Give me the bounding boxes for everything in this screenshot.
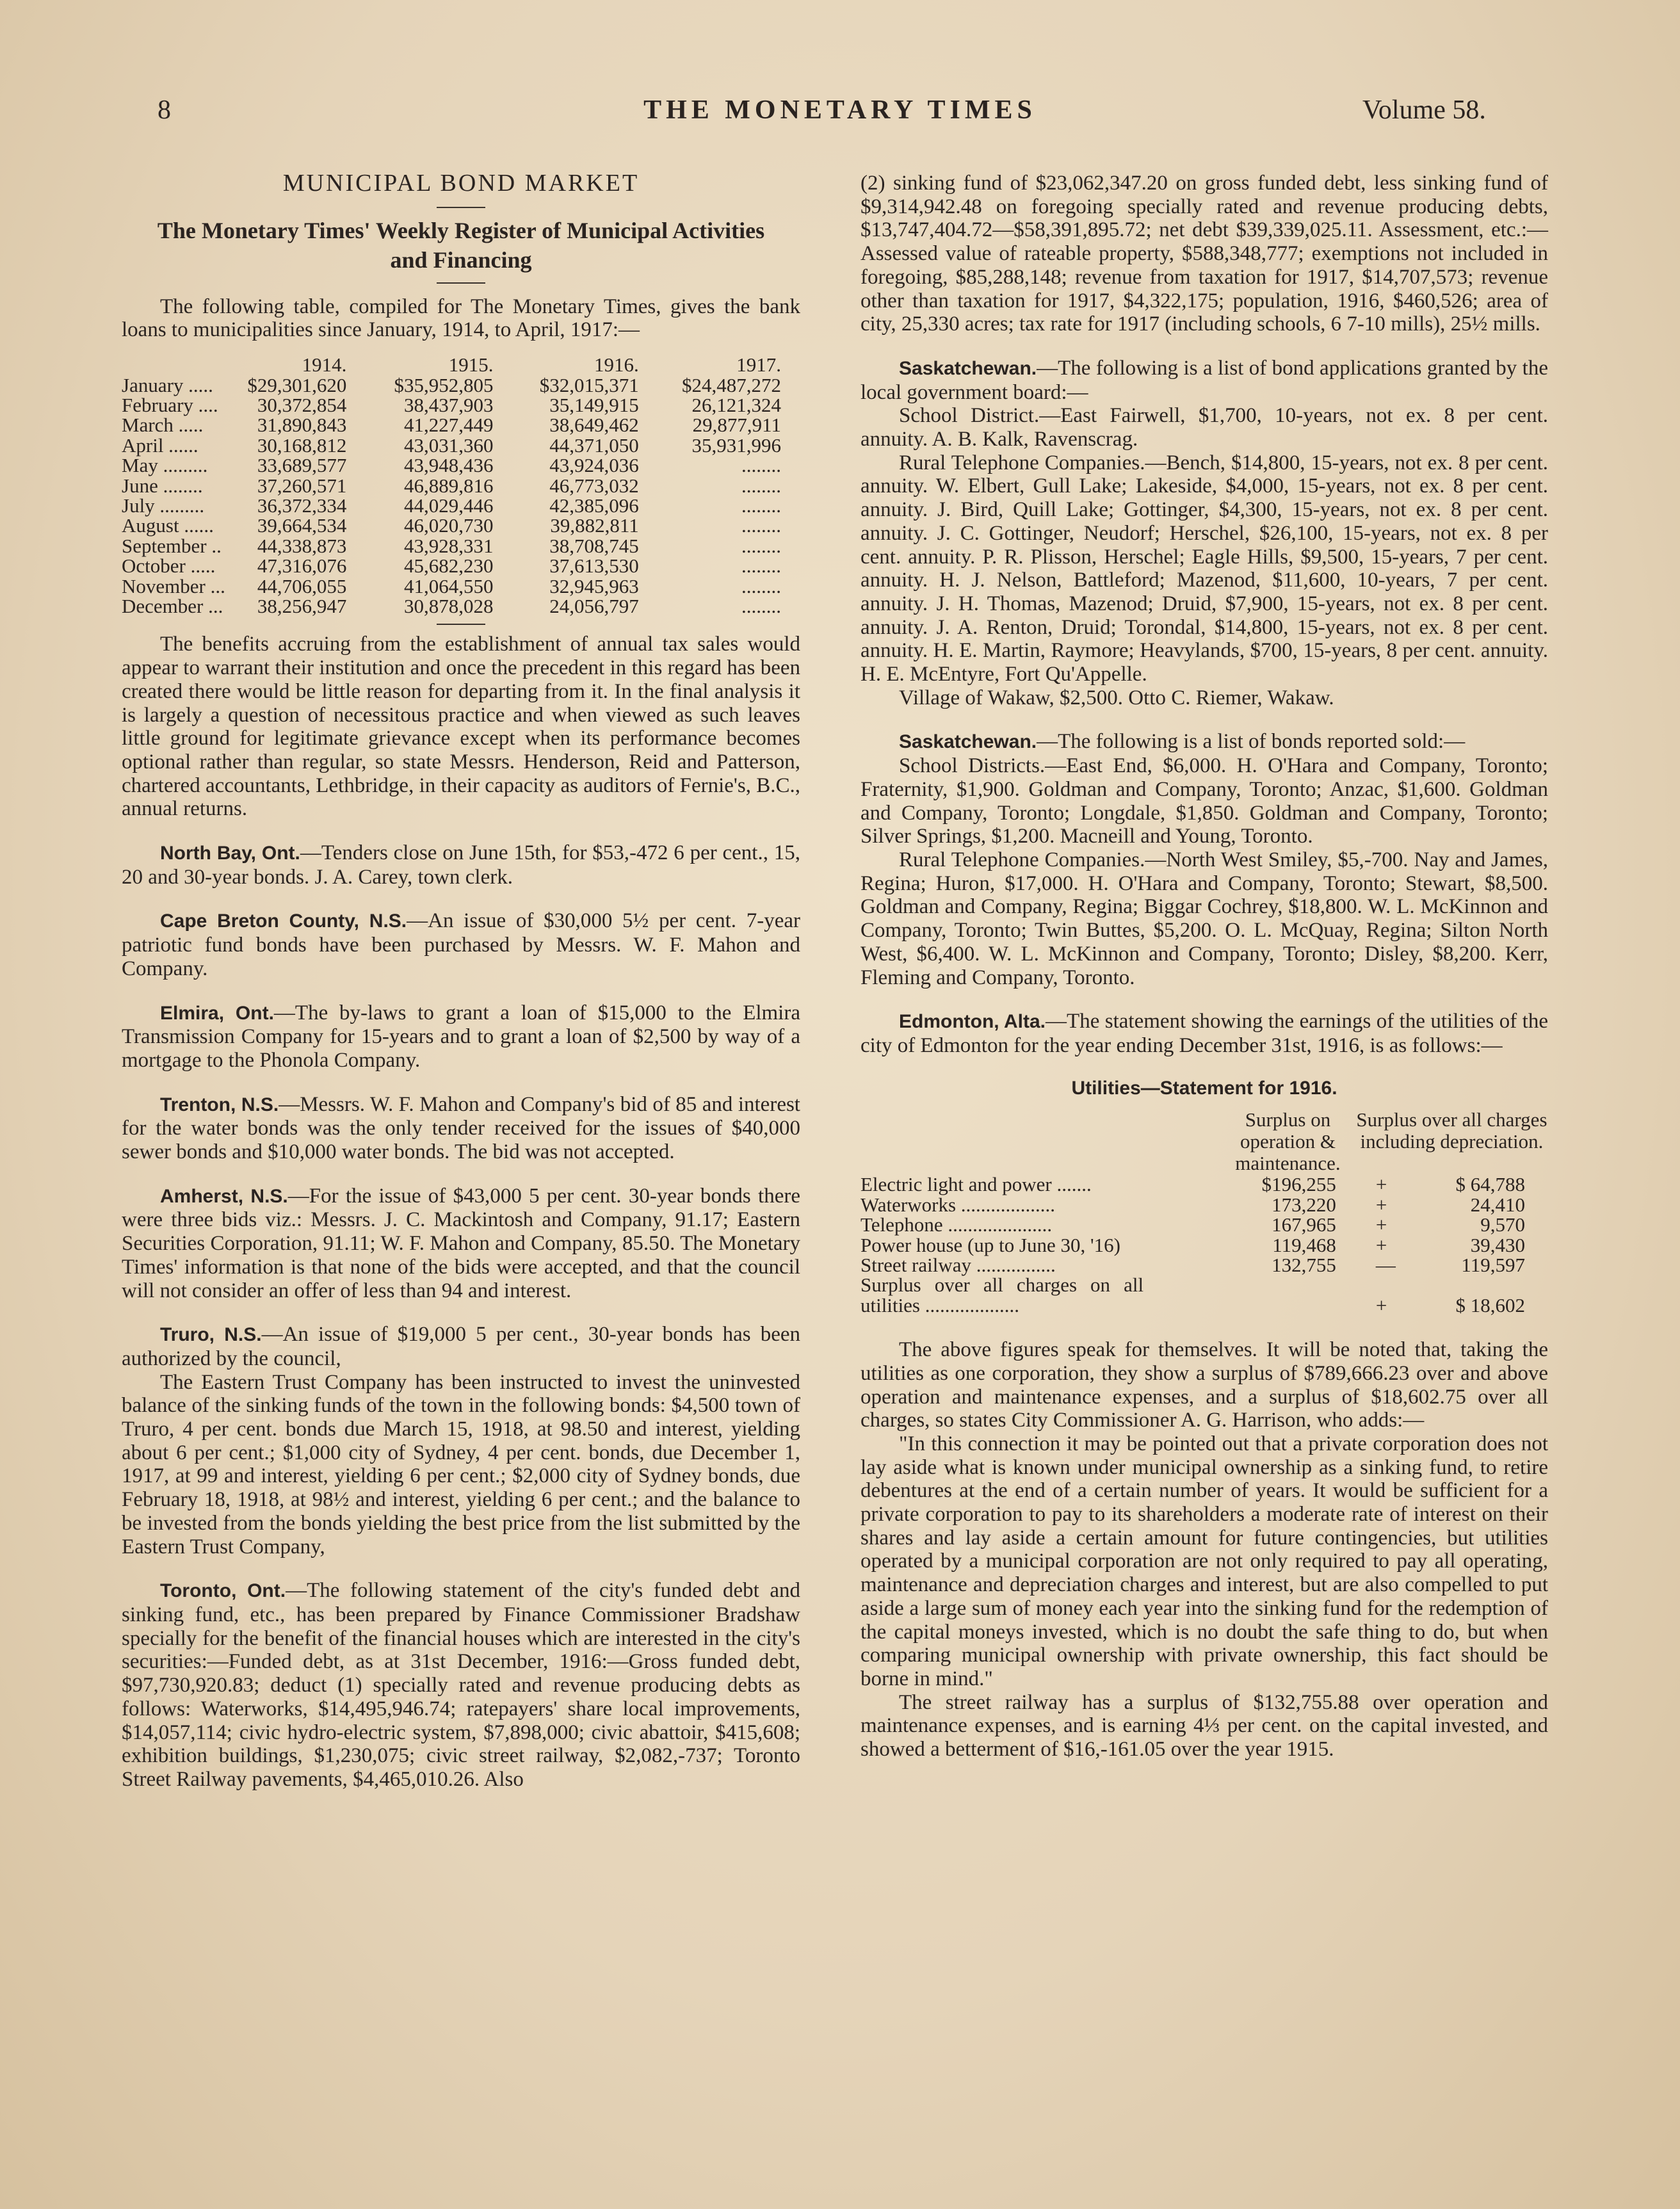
table-row (860, 1275, 1548, 1315)
value-cell: ........ (741, 494, 781, 517)
school-district-paragraph: School District.—East Fairwell, $1,700, 10-years, not ex. 8 per cent. annuity. A. B. Kalk, Ravenscrag. (860, 404, 1548, 451)
month-cell: December ... (122, 594, 223, 617)
year-header: 1917. (736, 353, 781, 376)
utility-name: Power house (up to June 30, '16) (860, 1233, 1120, 1256)
value-cell: 39,664,534 (257, 514, 347, 537)
value-cell: 39,882,811 (550, 514, 639, 537)
utility-name: Waterworks ................... (860, 1193, 1056, 1216)
value-cell: ........ (741, 594, 781, 617)
sign: + (1375, 1173, 1387, 1196)
surplus-operation-value: 119,468 (1272, 1233, 1336, 1256)
table-row (860, 1195, 1548, 1215)
month-cell: April ...... (122, 433, 198, 457)
value-cell: $24,487,272 (682, 373, 781, 396)
year-header: 1915. (448, 353, 494, 376)
item-text: —An issue of $19,000 5 per cent., 30-year bonds has been authorized by the council, (122, 1323, 800, 1370)
value-cell: 41,227,449 (403, 414, 494, 437)
value-cell: 44,371,050 (549, 433, 639, 457)
table-row (860, 1215, 1548, 1234)
value-cell: 29,877,911 (692, 414, 781, 437)
table-header-row (860, 1109, 1548, 1174)
surplus-operation-value (1220, 1275, 1355, 1315)
value-cell: 36,372,334 (257, 494, 347, 517)
table-row (122, 476, 800, 496)
surplus-all-charges-value: $ 64,788 (1455, 1173, 1525, 1196)
school-districts-sold-paragraph: School Districts.—East End, $6,000. H. O'Hara and Company, Toronto; Fraternity, $1,900. Goldman and Company, Toronto; Anzac, $1,600. Goldman and Company, Toronto; Longdale, $1,850. Goldman and Company, Toronto; Silver Springs, $1,200. Macneill and Young, Toronto. (860, 754, 1548, 848)
sign: — (1375, 1253, 1396, 1276)
value-cell: $35,952,805 (394, 373, 494, 396)
value-cell: 35,931,996 (691, 433, 781, 457)
value-cell: 30,878,028 (403, 594, 494, 617)
item-text: —An issue of $30,000 5½ per cent. 7-year patriotic fund bonds have been purchased by Messrs. W. F. Mahon and Company. (122, 909, 800, 980)
sign: + (1375, 1293, 1387, 1316)
month-cell: July ......... (122, 494, 205, 517)
utility-name: Street railway ................ (860, 1253, 1056, 1276)
surplus-all-charges-value: $ 18,602 (1455, 1293, 1525, 1316)
table-row (122, 375, 800, 395)
value-cell: 30,372,854 (257, 393, 347, 416)
item-heading: Saskatchewan. (899, 357, 1037, 379)
value-cell: $32,015,371 (539, 373, 639, 396)
month-cell: February .... (122, 393, 218, 416)
value-cell: 38,708,745 (549, 534, 639, 557)
right-column (860, 172, 1548, 1761)
value-cell: 42,385,096 (549, 494, 639, 517)
table-row (122, 576, 800, 596)
table-row (122, 596, 800, 616)
table-row (860, 1174, 1548, 1194)
month-cell: August ...... (122, 514, 214, 537)
street-railway-paragraph: The street railway has a surplus of $132,755.88 over operation and maintenance expenses, and is earning 4⅓ per cent. on the capital invested, and showed a betterment of $16,-161.05 over the year 1915. (860, 1690, 1548, 1761)
month-cell: November ... (122, 574, 225, 597)
surplus-all-charges-value: 9,570 (1480, 1213, 1525, 1236)
item-text: —The following statement of the city's funded debt and sinking fund, etc., has been prepared by Finance Commissioner Bradshaw specially for the benefit of the financial houses which are interested in the city's securities:—Funded debt, as at 31st December, 1916:—Gross funded debt, $97,730,920.83; deduct (1) specially rated and revenue producing debts as follows: Waterworks, $14,495,946.74; ratepayers' share local improvements, $14,057,114; civic hydro-electric system, $7,898,000; civic abattoir, $415,608; exhibition buildings, $1,230,075; civic street railway, $2,082,-737; Toronto Street Railway pavements, $4,465,010.26. Also (122, 1579, 800, 1791)
utility-name: Surplus over all charges on all utilities ................... (860, 1274, 1144, 1316)
value-cell: 31,890,843 (257, 414, 347, 437)
value-cell: 37,613,530 (549, 554, 639, 578)
year-header: 1914. (302, 353, 347, 376)
figures-paragraph: The above figures speak for themselves. It will be noted that, taking the utilities as one corporation, they show a surplus of $789,666.23 over and above operation and maintenance expenses, and a surplus of $18,602.75 over all charges, so states City Commissioner A. G. Harrison, who adds:— (860, 1338, 1548, 1432)
value-cell: 26,121,324 (691, 393, 781, 416)
table-row (122, 556, 800, 576)
intro-paragraph: The following table, compiled for The Monetary Times, gives the bank loans to municipalities since January, 1914, to April, 1917:— (122, 295, 800, 342)
volume-label: Volume 58. (1362, 95, 1486, 125)
value-cell: $29,301,620 (247, 373, 347, 396)
surplus-all-charges-value: 119,597 (1461, 1253, 1525, 1276)
item-heading: Cape Breton County, N.S. (160, 910, 407, 932)
month-cell: January ..... (122, 373, 213, 396)
item-heading: Amherst, N.S. (160, 1185, 288, 1207)
value-cell: ........ (741, 574, 781, 597)
value-cell: ........ (741, 474, 781, 497)
saskatchewan-sold-paragraph (860, 730, 1548, 754)
value-cell: 38,256,947 (257, 594, 347, 617)
table-row (122, 515, 800, 535)
table-row (122, 455, 800, 475)
year-header: 1916. (594, 353, 639, 376)
news-item (122, 1093, 800, 1164)
news-item (122, 841, 800, 889)
item-text: —The following is a list of bond applications granted by the local government board:— (860, 356, 1548, 404)
utilities-table (860, 1109, 1548, 1315)
item-text: —Messrs. W. F. Mahon and Company's bid of 85 and interest for the water bonds was the only tender received for the issues of $40,000 sewer bonds and $10,000 water bonds. The bid was not accepted. (122, 1092, 800, 1164)
table-row (122, 435, 800, 455)
surplus-operation-header: Surplus on operation & maintenance. (1235, 1108, 1341, 1175)
quote-paragraph: "In this connection it may be pointed out that a private corporation does not lay aside what is known under municipal ownership as a sinking fund, to retire debentures at the end of a certain number of years. It would be sufficient for a private corporation to pay to its shareholders a moderate rate of interest on their shares and lay aside a certain amount for future contingencies, but utilities operated by a municipal corporation are not only required to pay all operating, maintenance and depreciation charges and interest, but are also compelled to put aside a large sum of money each year into the sinking fund for the redemption of the capital moneys invested, which is no doubt the safe thing to do, but when comparing municipal ownership with private ownership, this fact should be borne in mind." (860, 1432, 1548, 1690)
item-heading: Elmira, Ont. (160, 1002, 274, 1024)
table-row (122, 536, 800, 556)
table-row (860, 1255, 1548, 1275)
value-cell: 38,649,462 (549, 414, 639, 437)
item-text: —For the issue of $43,000 5 per cent. 30-year bonds there were three bids viz.: Messrs. J. C. Mackintosh and Company, 91.17; Eastern Securities Corporation, 91.11; W. F. Mahon and Company, 85.50. The Monetary Times' information is that none of the bids were accepted, and that the council will not consider an offer of less than 94 and interest. (122, 1184, 801, 1302)
value-cell: 37,260,571 (257, 474, 347, 497)
divider (437, 624, 485, 625)
value-cell: 43,924,036 (549, 454, 639, 477)
value-cell: 45,682,230 (403, 554, 494, 578)
surplus-all-charges-value: 39,430 (1470, 1233, 1525, 1256)
value-cell: 44,338,873 (257, 534, 347, 557)
value-cell: 43,928,331 (403, 534, 494, 557)
value-cell: ........ (741, 534, 781, 557)
month-cell: March ..... (122, 414, 204, 437)
value-cell: 38,437,903 (403, 393, 494, 416)
news-item (122, 1001, 800, 1072)
surplus-all-charges-header: Surplus over all charges including depreciation. (1356, 1108, 1547, 1153)
value-cell: 44,029,446 (403, 494, 494, 517)
value-cell: 30,168,812 (257, 433, 347, 457)
item-heading: Trenton, N.S. (160, 1094, 279, 1115)
item-text: —The by-laws to grant a loan of $15,000 to the Elmira Transmission Company for 15-years and to grant a loan of $2,500 by way of a mortgage to the Phonola Company. (122, 1001, 800, 1072)
table-row (122, 415, 800, 435)
value-cell: 24,056,797 (549, 594, 639, 617)
value-cell: ........ (741, 514, 781, 537)
edmonton-paragraph (860, 1010, 1548, 1057)
item-heading: Edmonton, Alta. (899, 1011, 1046, 1033)
surplus-operation-value: $196,255 (1261, 1173, 1336, 1196)
page-number: 8 (158, 95, 171, 125)
article-subtitle: The Monetary Times' Weekly Register of Municipal Activities and Financing (157, 217, 765, 273)
value-cell: 46,020,730 (403, 514, 494, 537)
value-cell: 32,945,963 (549, 574, 639, 597)
value-cell: ........ (741, 554, 781, 578)
news-item (122, 1185, 800, 1303)
month-cell: May ......... (122, 454, 208, 477)
sign: + (1375, 1213, 1387, 1236)
utility-name: Telephone ..................... (860, 1213, 1053, 1236)
sign: + (1375, 1193, 1387, 1216)
table-row (122, 496, 800, 515)
month-cell: October ..... (122, 554, 216, 578)
sign: + (1375, 1233, 1387, 1256)
month-cell: June ........ (122, 474, 203, 497)
surplus-all-charges-value: 24,410 (1470, 1193, 1525, 1216)
value-cell: 35,149,915 (549, 393, 639, 416)
divider (437, 282, 485, 284)
toronto-continued-paragraph: (2) sinking fund of $23,062,347.20 on gross funded debt, less sinking fund of $9,314,942.48 on foregoing specially rated and revenue producing debts, $13,747,404.72—$58,391,895.72; net debt $39,339,025.11. Assessment, etc.:—Assessed value of rateable property, $588,348,777; exemptions not included in foregoing, $85,288,148; revenue from taxation for 1917, $14,707,573; revenue other than taxation for 1917, $4,322,175; population, 1916, $460,526; area of city, 25,330 acres; tax rate for 1917 (including schools, 6 7-10 mills), 25½ mills. (860, 172, 1548, 336)
month-cell: September .. (122, 534, 222, 557)
item-heading: Saskatchewan. (899, 731, 1037, 753)
utility-name: Electric light and power ....... (860, 1173, 1092, 1196)
benefits-paragraph: The benefits accruing from the establishment of annual tax sales would appear to warrant their institution and once the precedent in this regard has been created there would be little reason for departing from it. In the final analysis it is largely a question of necessitous practice and when viewed as such leaves little ground for legitimate grievance except when its performance becomes optional rather than regular, so state Messrs. Henderson, Reid and Patterson, chartered accountants, Lethbridge, in their capacity as auditors of Fernie's, B.C., annual returns. (122, 633, 800, 821)
surplus-operation-value: 173,220 (1272, 1193, 1336, 1216)
item-text: —The following is a list of bonds reported sold:— (1037, 730, 1466, 754)
value-cell: ........ (741, 454, 781, 477)
value-cell: 46,889,816 (403, 474, 494, 497)
value-cell: 47,316,076 (257, 554, 347, 578)
item-heading: Truro, N.S. (160, 1324, 262, 1346)
item-heading: North Bay, Ont. (160, 843, 300, 864)
left-column (122, 172, 800, 1792)
value-cell: 46,773,032 (549, 474, 639, 497)
news-item (122, 909, 800, 980)
news-item (122, 1323, 800, 1370)
surplus-operation-value: 132,755 (1272, 1253, 1336, 1276)
surplus-operation-value: 167,965 (1272, 1213, 1336, 1236)
village-paragraph: Village of Wakaw, $2,500. Otto C. Riemer, Wakaw. (899, 686, 1334, 709)
value-cell: 44,706,055 (257, 574, 347, 597)
item-heading: Toronto, Ont. (160, 1580, 286, 1602)
divider (437, 207, 485, 208)
table-header-row (122, 355, 800, 375)
bank-loans-table (122, 355, 800, 616)
item-text: —Tenders close on June 15th, for $53,-472 6 per cent., 15, 20 and 30-year bonds. J. A. Carey, town clerk. (122, 841, 800, 889)
rural-telephone-sold-paragraph: Rural Telephone Companies.—North West Smiley, $5,-700. Nay and James, Regina; Huron, $17,000. H. O'Hara and Company, Toronto; Stewart, $8,500. Goldman and Company, Regina; Biggar Cochrey, $18,800. W. L. McKinnon and Company, Toronto; Twin Buttes, $5,200. O. L. McQuay, Regina; Silton North West, $6,400. W. L. McKinnon and Company, Toronto; Disley, $8,200. Kerr, Fleming and Company, Toronto. (860, 848, 1548, 989)
table-row (122, 395, 800, 415)
rural-telephone-paragraph: Rural Telephone Companies.—Bench, $14,800, 15-years, not ex. 8 per cent. annuity. W. Elbert, Gull Lake; Lakeside, $4,000, 15-years, not ex. 8 per cent. annuity. J. Bird, Quill Lake; Gottinger, $4,300, 15-years, not ex. 8 per cent. annuity. J. C. Gottinger, Neudorf; Herschel, $26,100, 15-years, not ex. 8 per cent. annuity. P. R. Plisson, Herschel; Eagle Hills, $9,500, 15-years, 7 per cent. annuity. H. J. Nelson, Battleford; Mazenod, $11,600, 10-years, 7 per cent. annuity. J. H. Thomas, Mazenod; Druid, $7,900, 15-years, not ex. 8 per cent. annuity. J. A. Renton, Druid; Torondal, $14,800, 15-years, not ex. 8 per cent. annuity. H. E. Martin, Raymore; Heavylands, $700, 15-years, 8 per cent. annuity. H. E. McEntyre, Fort Qu'Appelle. (860, 451, 1548, 686)
section-title: MUNICIPAL BOND MARKET (282, 170, 640, 197)
value-cell: 41,064,550 (403, 574, 494, 597)
table-row (860, 1235, 1548, 1255)
saskatchewan-applications-paragraph (860, 357, 1548, 404)
truro-paragraph: The Eastern Trust Company has been instructed to invest the uninvested balance of the sinking funds of the town in the following bonds: $4,500 town of Truro, 4 per cent. bonds due March 15, 1918, at 98.50 and interest, yielding about 6 per cent.; $1,000 city of Sydney, 4 per cent. bonds, due December 1, 1917, at 99 and interest, yielding 6 per cent.; $2,000 city of Sydney bonds, due February 18, 1918, at 98½ and interest, yielding 6 per cent.; and the balance to be invested from the bonds yielding the best price from the list submitted by the Eastern Trust Company, (122, 1370, 800, 1558)
toronto-paragraph (122, 1579, 800, 1791)
utilities-table-title: Utilities—Statement for 1916. (1071, 1077, 1337, 1099)
item-text: —The statement showing the earnings of the utilities of the city of Edmonton for the year ending December 31st, 1916, is as follows:— (860, 1010, 1548, 1057)
value-cell: 33,689,577 (257, 454, 347, 477)
value-cell: 43,948,436 (403, 454, 494, 477)
publication-title: THE MONETARY TIMES (643, 95, 1037, 125)
value-cell: 43,031,360 (403, 433, 494, 457)
